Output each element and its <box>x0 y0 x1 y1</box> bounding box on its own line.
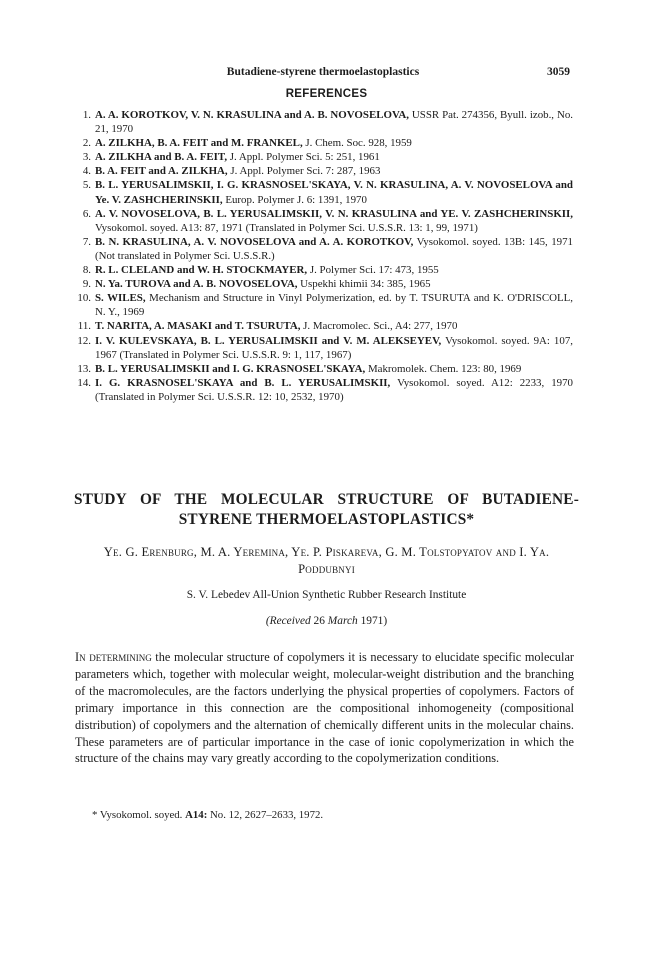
reference-authors: T. NARITA, A. MASAKI and T. TSURUTA, <box>95 320 301 333</box>
footnote-rest: No. 12, 2627–2633, 1972. <box>207 809 324 821</box>
page-number: 3059 <box>547 66 570 78</box>
reference-authors: R. L. CLELAND and W. H. STOCKMAYER, <box>95 264 308 277</box>
reference-text <box>95 136 573 150</box>
received-month: March <box>327 615 358 627</box>
reference-number: 7. <box>82 235 91 248</box>
reference-item <box>77 362 573 376</box>
reference-authors: A. ZILKHA, B. A. FEIT and M. FRANKEL, <box>95 137 303 150</box>
reference-authors: A. A. KOROTKOV, V. N. KRASULINA and A. B. NOVOSELOVA, <box>95 109 409 121</box>
reference-text <box>95 108 573 136</box>
reference-number: 11. <box>77 320 91 333</box>
reference-text <box>95 291 573 319</box>
reference-authors: I. G. KRASNOSEL'SKAYA and B. L. YERUSALIMSKII, <box>95 376 391 389</box>
received-day: 26 <box>310 615 328 627</box>
reference-item <box>77 164 573 178</box>
reference-citation: J. Appl. Polymer Sci. 5: 251, 1961 <box>227 151 380 164</box>
received-date <box>0 615 653 627</box>
affiliation: S. V. Lebedev All-Union Synthetic Rubber Research Institute <box>186 589 467 601</box>
reference-citation: Vysokomol. soyed. A13: 87, 1971 (Translated in Polymer Sci. U.S.S.R. 13: 1, 99, 1971) <box>95 221 478 234</box>
reference-number: 4. <box>82 165 91 178</box>
reference-number: 10. <box>77 292 91 305</box>
reference-authors: B. L. YERUSALIMSKII, I. G. KRASNOSEL'SKAYA, V. N. KRASULINA, A. V. NOVOSELOVA and Ye. V. ZASHCHERINSKII, <box>95 179 573 206</box>
reference-citation: Vysokomol. soyed. 13B: 145, 1971 (Not translated in Polymer Sci. U.S.S.R.) <box>95 235 573 262</box>
references-heading: REFERENCES <box>285 88 368 100</box>
reference-text <box>95 150 573 164</box>
reference-number: 1. <box>82 109 91 121</box>
article-title <box>74 490 579 530</box>
reference-citation: USSR Pat. 274356, Byull. izob., No. 21, 1970 <box>95 109 573 136</box>
reference-item <box>77 150 573 164</box>
reference-item <box>77 277 573 291</box>
reference-item <box>77 178 573 206</box>
reference-text <box>95 376 573 404</box>
running-head-title: Butadiene-styrene thermoelastoplastics <box>226 66 420 78</box>
reference-citation: Vysokomol. soyed. A12: 2233, 1970 (Translated in Polymer Sci. U.S.S.R. 12: 10, 2532, 1970) <box>95 376 573 403</box>
reference-number: 5. <box>82 179 91 192</box>
reference-text <box>95 277 573 291</box>
reference-item <box>77 319 573 333</box>
article-title-line-2: STYRENE THERMOELASTOPLASTICS* <box>178 511 475 528</box>
body-text: the molecular structure of copolymers it is necessary to elucidate specific molecular parameters which, together with molecular weight, molecular-weight distribution and the branching of the macromolecules, are the factors underlying the physical properties of copolymers. Factors of primary importance in this connection are the compositional inhomogeneity (compositional distribution) of copolymers and the alternation of chemically different units in the molecular chains. These parameters are of particular importance in the case of ionic copolymerization in which the structure of the chains may vary greatly according to the copolymerization conditions. <box>75 650 574 766</box>
reference-text <box>95 207 573 235</box>
reference-text <box>95 235 573 263</box>
reference-text <box>95 178 573 206</box>
reference-citation: J. Appl. Polymer Sci. 7: 287, 1963 <box>227 165 381 178</box>
reference-citation: Mechanism and Structure in Vinyl Polymerization, ed. by T. TSURUTA and K. O'DRISCOLL, N. Y., 1969 <box>95 292 573 319</box>
reference-authors: I. V. KULEVSKAYA, B. L. YERUSALIMSKII and V. M. ALEKSEYEV, <box>95 334 442 347</box>
references-list <box>77 108 573 404</box>
reference-item <box>77 108 573 136</box>
body-paragraph <box>75 649 574 767</box>
received-prefix: (Received <box>265 615 311 627</box>
reference-item <box>77 291 573 319</box>
reference-text <box>95 334 573 362</box>
reference-authors: B. L. YERUSALIMSKII and I. G. KRASNOSEL'SKAYA, <box>95 362 366 375</box>
reference-number: 3. <box>82 151 91 164</box>
article-title-line-1: STUDY OF THE MOLECULAR STRUCTURE OF BUTADIENE- <box>74 491 579 508</box>
reference-text <box>95 164 573 178</box>
reference-number: 6. <box>82 207 91 220</box>
reference-authors: A. V. NOVOSELOVA, B. L. YERUSALIMSKII, V. N. KRASULINA and YE. V. ZASHCHERINSKII, <box>95 207 573 220</box>
reference-number: 2. <box>82 137 91 150</box>
reference-citation: Makromolek. Chem. 123: 80, 1969 <box>365 362 522 375</box>
reference-item <box>77 376 573 404</box>
reference-item <box>77 263 573 277</box>
footnote-prefix: * Vysokomol. soyed. <box>92 809 186 821</box>
reference-number: 9. <box>82 278 91 291</box>
reference-item <box>77 334 573 362</box>
reference-text <box>95 319 573 333</box>
reference-citation: J. Polymer Sci. 17: 473, 1955 <box>307 264 439 277</box>
footnote <box>92 809 572 821</box>
reference-text <box>95 263 573 277</box>
running-head <box>76 66 570 82</box>
reference-number: 13. <box>77 362 91 375</box>
received-year: 1971) <box>357 615 388 627</box>
reference-number: 14. <box>77 376 91 389</box>
reference-citation: J. Chem. Soc. 928, 1959 <box>302 137 412 150</box>
body-lead-in: In determining <box>75 650 152 664</box>
reference-authors: A. ZILKHA and B. A. FEIT, <box>95 151 228 164</box>
reference-authors: N. Ya. TUROVA and A. B. NOVOSELOVA, <box>95 278 298 291</box>
footnote-volume: A14: <box>185 809 208 821</box>
reference-authors: B. A. FEIT and A. ZILKHA, <box>95 165 228 178</box>
reference-number: 8. <box>82 264 91 277</box>
article-authors: Ye. G. Erenburg, M. A. Yeremina, Ye. P. Piskareva, G. M. Tolstopyatov and I. Ya. Poddubnyi <box>103 545 550 576</box>
reference-authors: S. WILES, <box>95 292 146 305</box>
reference-text <box>95 362 573 376</box>
reference-citation: Uspekhi khimii 34: 385, 1965 <box>297 278 431 291</box>
reference-item <box>77 136 573 150</box>
reference-number: 12. <box>77 334 91 347</box>
reference-citation: Europ. Polymer J. 6: 1391, 1970 <box>222 193 367 206</box>
reference-item <box>77 235 573 263</box>
reference-citation: J. Macromolec. Sci., A4: 277, 1970 <box>300 320 458 333</box>
reference-citation: Vysokomol. soyed. 9A: 107, 1967 (Translated in Polymer Sci. U.S.S.R. 9: 1, 117, 1967) <box>95 334 573 361</box>
reference-authors: B. N. KRASULINA, A. V. NOVOSELOVA and A. A. KOROTKOV, <box>95 235 414 248</box>
reference-item <box>77 207 573 235</box>
